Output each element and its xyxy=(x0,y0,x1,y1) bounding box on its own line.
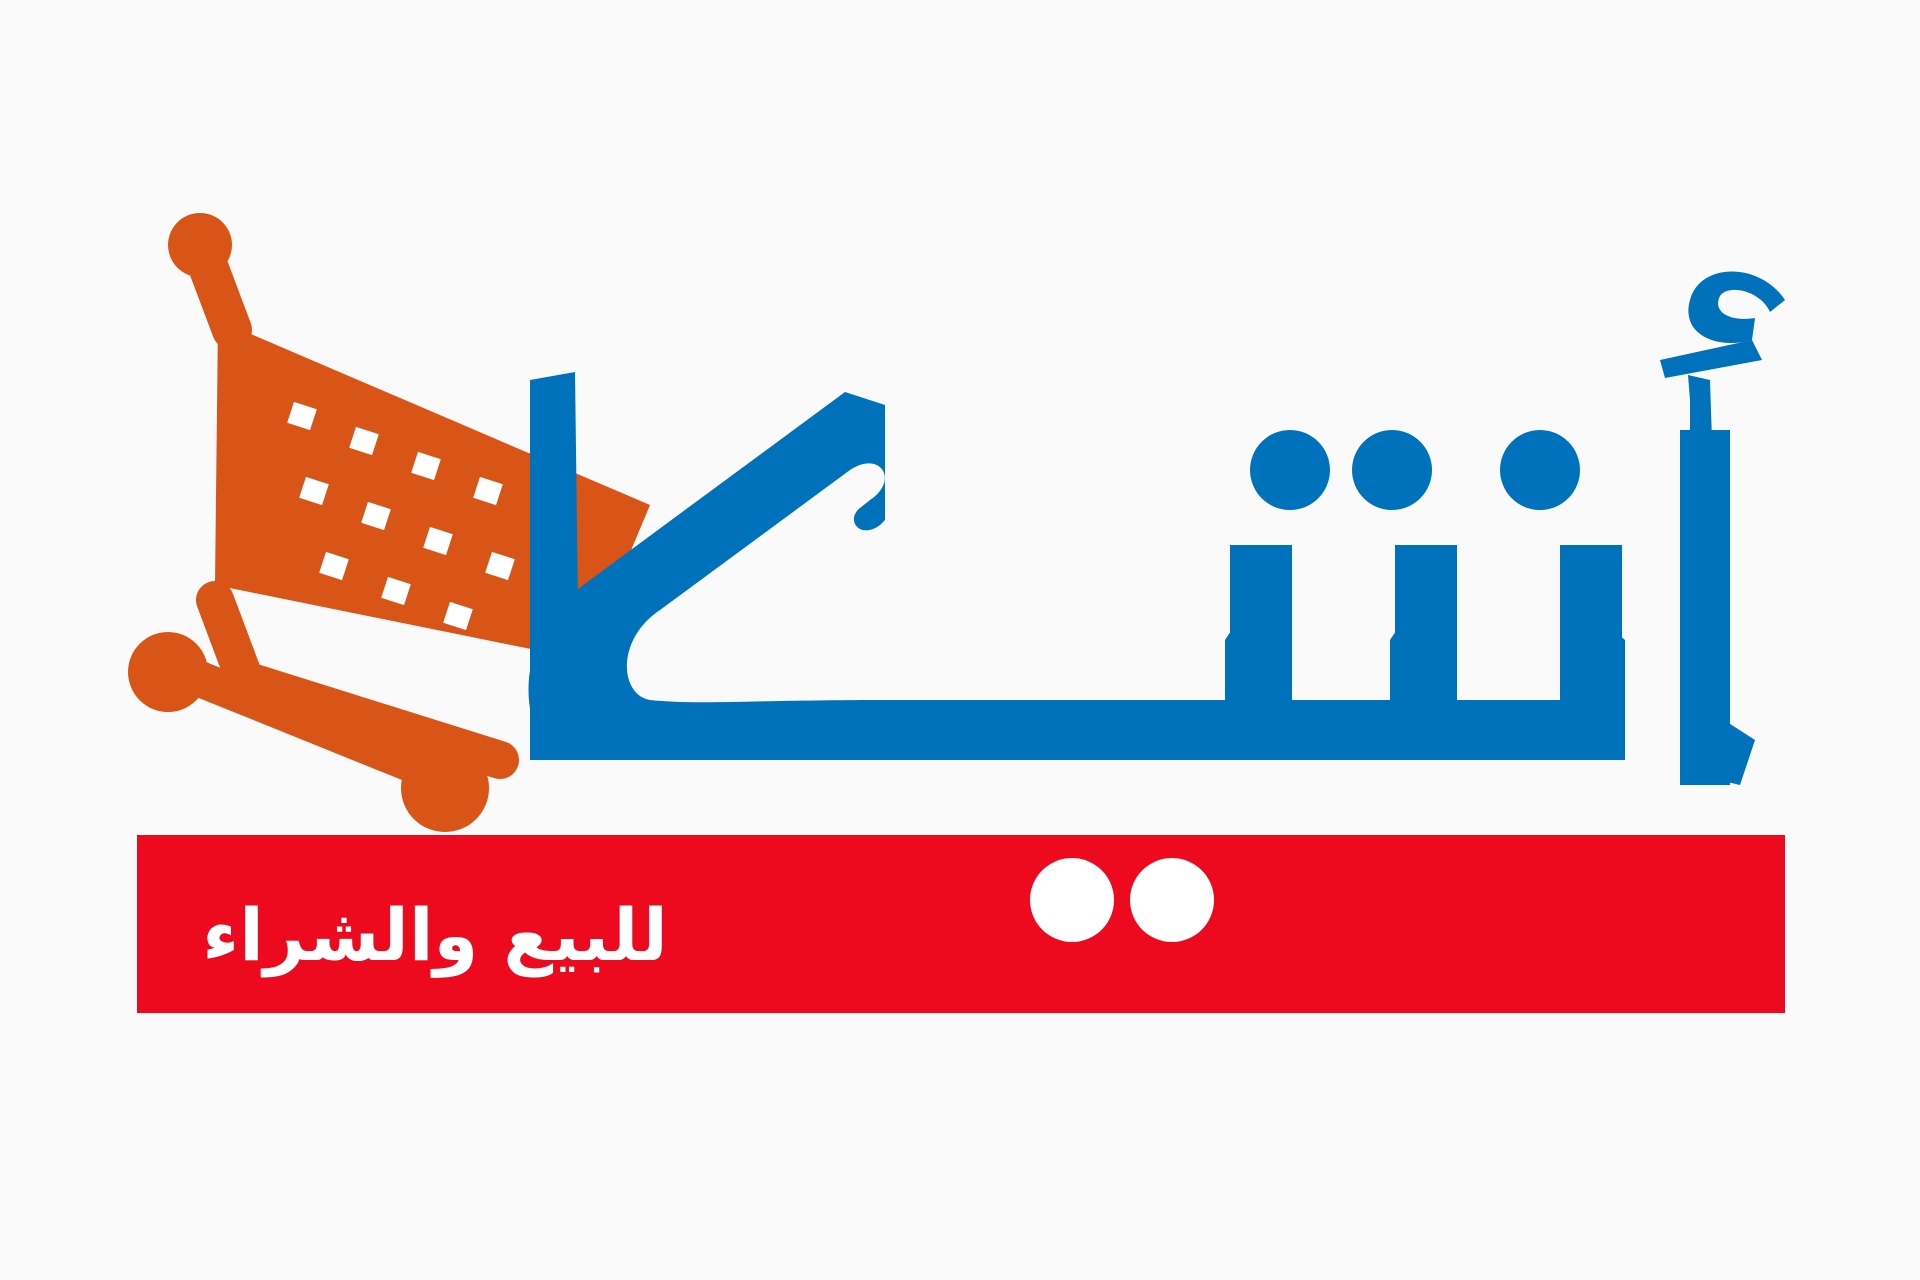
tagline-text: للبيع والشراء xyxy=(202,893,668,977)
